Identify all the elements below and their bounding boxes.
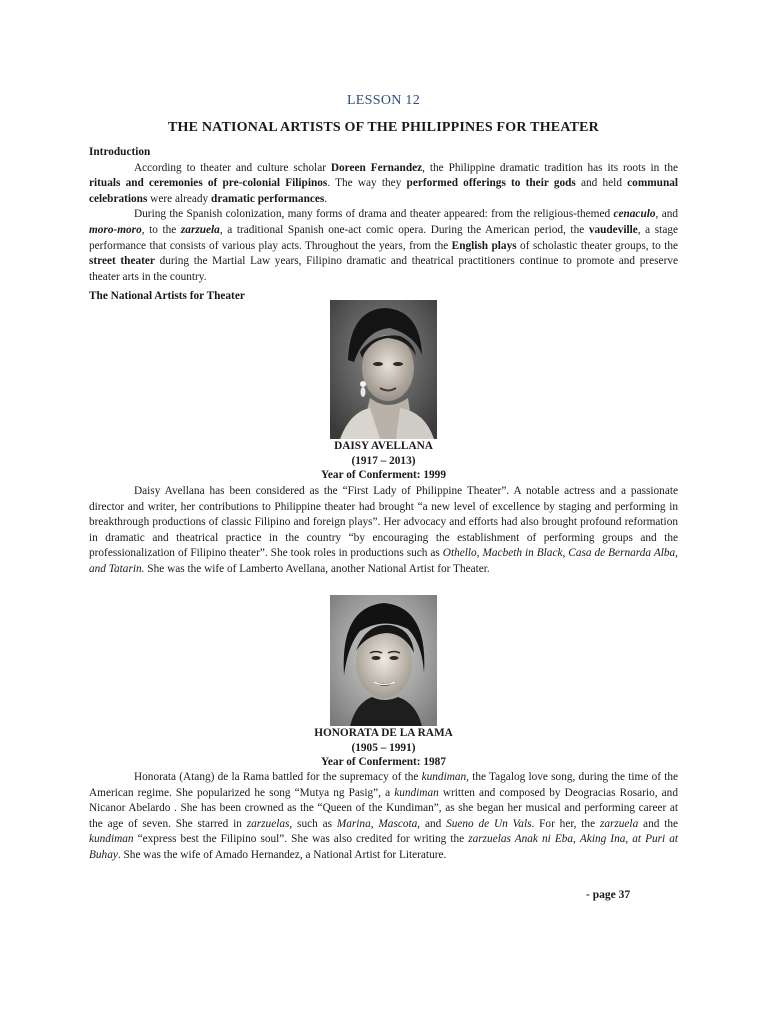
page-title: THE NATIONAL ARTISTS OF THE PHILIPPINES FOR THEATER <box>168 120 599 135</box>
artist-bio-paragraph: Daisy Avellana has been considered as the “First Lady of Philippine Theater”. A notable actress and a passionate director and writer, her contributions to Philippine theater had brought “a new level of excellence by staging and performing in breakthrough productions of classic Filipino and foreign plays”. Her advocacy and efforts had also brought profound reformation in dramatic and theatrical practice in the country “by encouraging the establishment of performing groups and the professionalization of Filipino theater”. She took roles in productions such as Othello, Macbeth in Black, Casa de Bernarda Alba, and Tatarin. She was the wife of Lamberto Avellana, another National Artist for Theater. <box>89 485 678 575</box>
artist-conferment: Year of Conferment: 1987 <box>321 756 446 768</box>
page-number: - page 37 <box>586 889 631 901</box>
section-heading: The National Artists for Theater <box>89 290 245 303</box>
artist-name: HONORATA DE LA RAMA <box>314 727 453 739</box>
honorata-de-la-rama-portrait <box>330 595 437 726</box>
artist-caption-1 <box>89 439 678 483</box>
artist-name: DAISY AVELLANA <box>334 440 433 452</box>
artist-years: (1917 – 2013) <box>351 454 416 467</box>
artist-conferment: Year of Conferment: 1999 <box>321 469 446 481</box>
intro-paragraph-1: According to theater and culture scholar Doreen Fernandez, the Philippine dramatic tradition has its roots in the rituals and ceremonies of pre-colonial Filipinos. The way they performed offerings to their gods and held communal celebrations were already dramatic performances. <box>89 161 679 205</box>
intro-paragraph-2: During the Spanish colonization, many forms of drama and theater appeared: from the religious-themed cenaculo, and moro-moro, to the zarzuela, a traditional Spanish one-act comic opera. During the American period, the vaudeville, a stage performance that consists of various play acts. Throughout the years, from the English plays of scholastic theater groups, to the street theater during the Martial Law years, Filipino dramatic and theatrical practitioners continue to promote and preserve theater arts in the country. <box>89 208 678 283</box>
daisy-avellana-portrait <box>330 300 437 439</box>
artist-years: (1905 – 1991) <box>351 741 416 754</box>
artist-caption-2 <box>89 726 678 770</box>
intro-heading: Introduction <box>89 146 151 158</box>
lesson-label: LESSON 12 <box>346 93 421 108</box>
artist-bio-1 <box>89 484 678 578</box>
introduction-section <box>89 145 678 305</box>
artist-bio-2 <box>89 770 678 864</box>
artist-bio-paragraph: Honorata (Atang) de la Rama battled for the supremacy of the kundiman, the Tagalog love song, during the time of the American regime. She popularized he song “Mutya ng Pasig”, a kundiman written and composed by Deogracias Rosario, and Nicanor Abelardo . She has been crowned as the “Queen of the Kundiman”, as she began her musical and performing career at the age of seven. She starred in zarzuelas, such as Marina, Mascota, and Sueno de Un Vals. For her, the zarzuela and the kundiman “express best the Filipino soul”. She was also credited for writing the zarzuelas Anak ni Eba, Aking Ina, at Puri at Buhay. She was the wife of Amado Hernandez, a National Artist for Literature. <box>89 771 679 861</box>
